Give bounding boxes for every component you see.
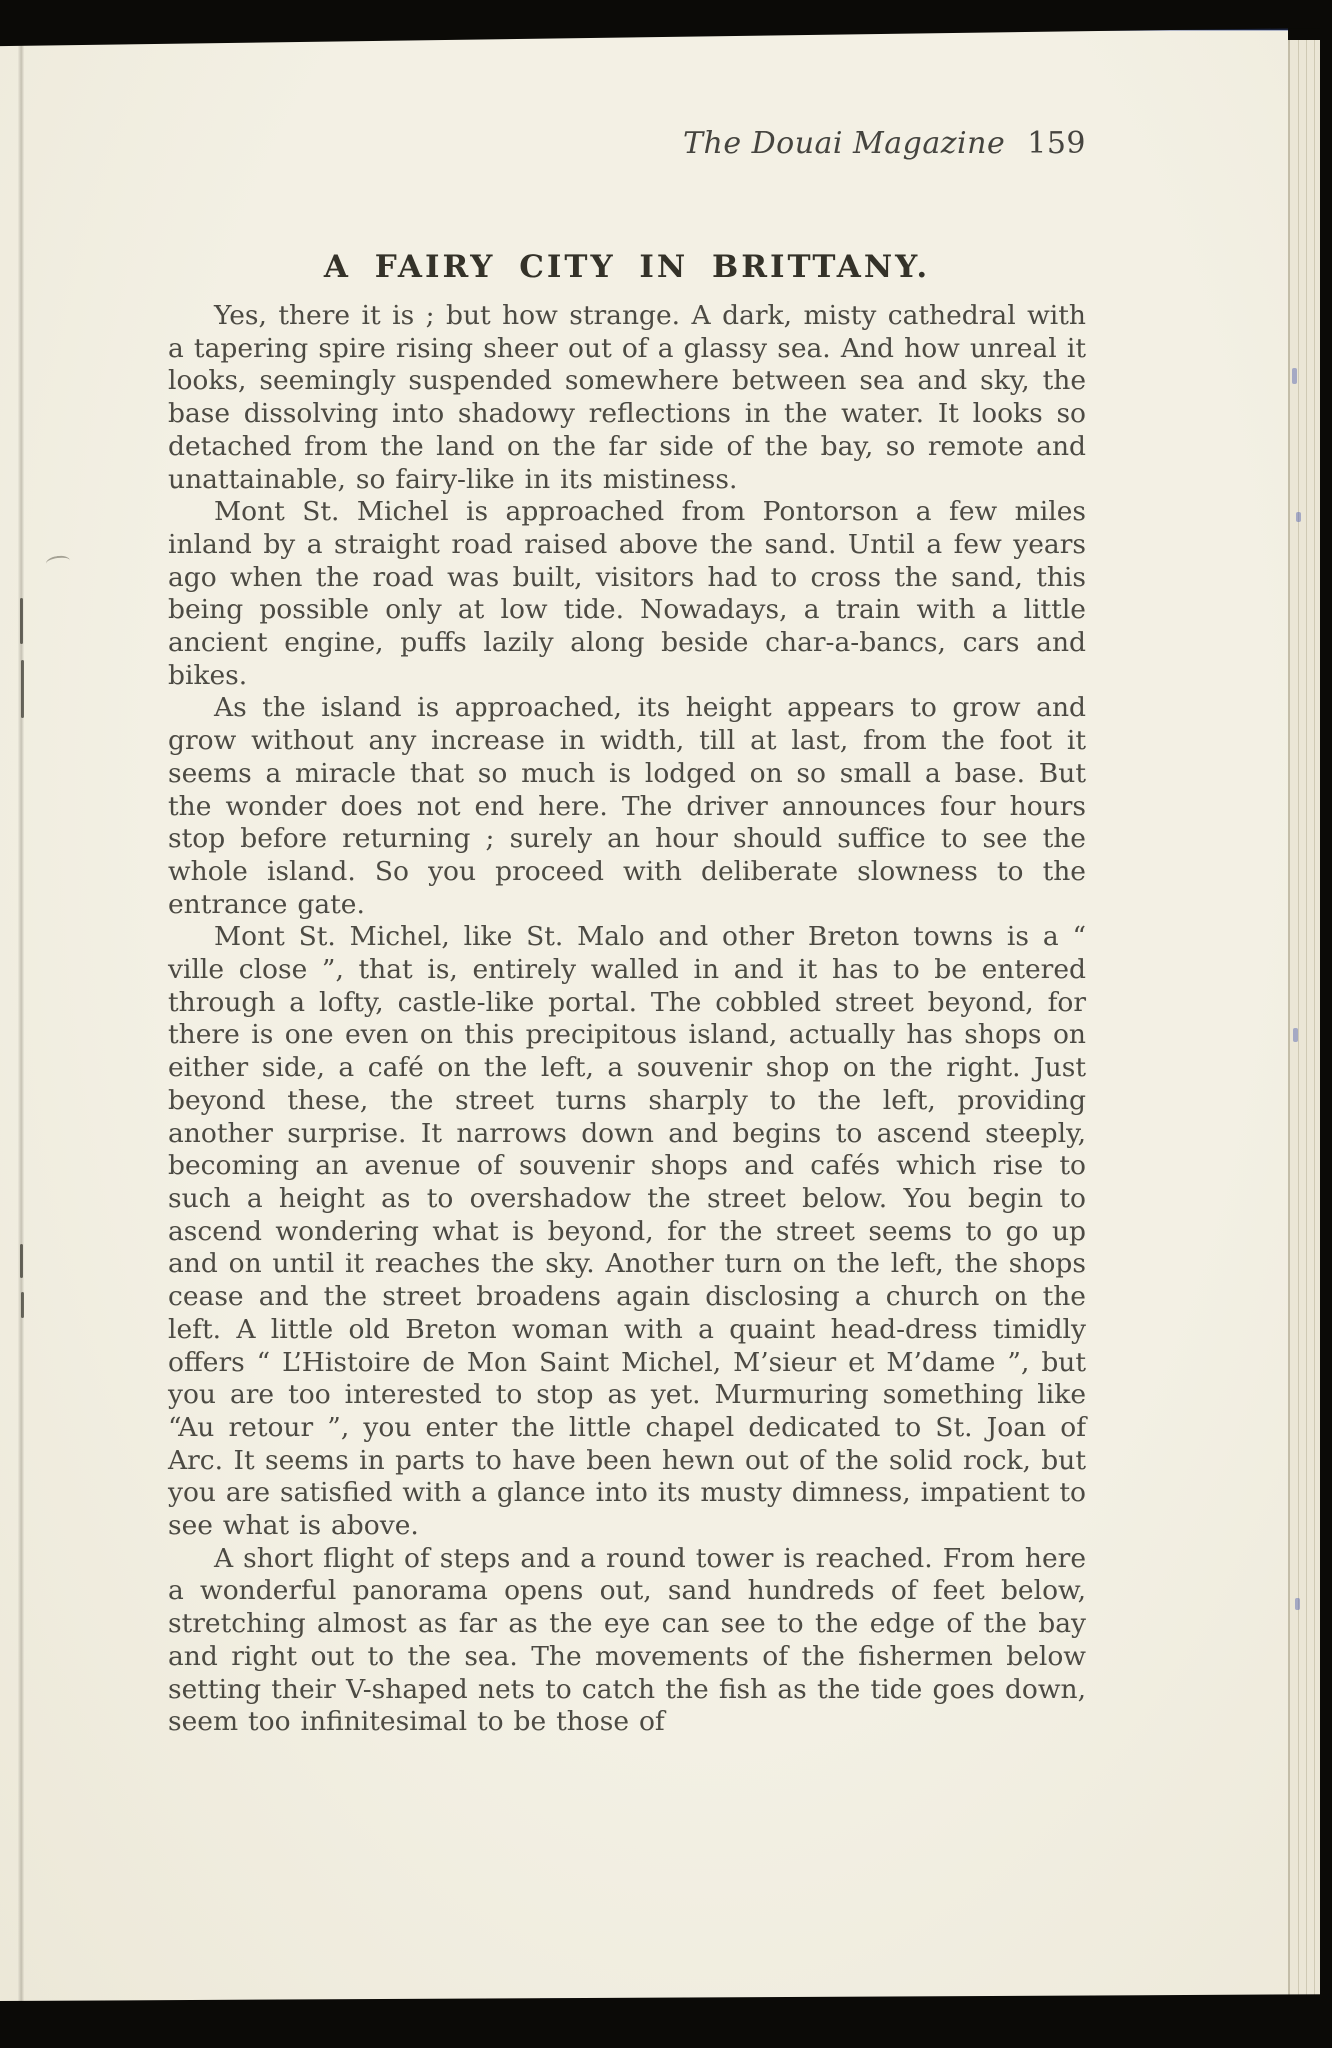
paragraph: Mont St. Michel, like St. Malo and other Breton towns is a “ ville close ”, that is, entirely walled in and it has to be entered through a lofty, castle-like portal. The cobbled street beyond, for there is one even on this precipitous island, actually has shops on either side, a café on the left, a souvenir shop on the right. Just beyond these, the street turns sharply to the left, providing another surprise. It narrows down and begins to ascend steeply, becoming an avenue of souvenir shops and cafés which rise to such a height as to overshadow the street below. You begin to ascend wondering what is beyond, for the street seems to go up and on until it reaches the sky. Another turn on the left, the shops cease and the street broadens again disclosing a church on the left. A little old Breton woman with a quaint head-dress timidly offers “ L’Histoire de Mon Saint Michel, M’sieur et M’dame ”, but you are too interested to stop as yet. Murmuring something like “Au retour ”, you enter the little chapel dedicated to St. Joan of Arc. It seems in parts to have been hewn out of the solid rock, but you are satisfied with a glance into its musty dimness, impatient to see what is above. bbox=[168, 921, 1086, 1542]
photo-border-right bbox=[1320, 0, 1332, 2048]
scan-artifact bbox=[20, 1244, 23, 1278]
scan-artifact bbox=[1292, 368, 1297, 384]
gutter-crease bbox=[18, 30, 24, 2002]
page-edge-line bbox=[1298, 40, 1299, 2002]
paragraph: A short flight of steps and a round tower is reached. From here a wonderful panorama opens out, sand hundreds of feet below, stretching almost as far as the eye can see to the edge of the bay and right out to the sea. The movements of the fishermen below setting their V-shaped nets to catch the fish as the tide goes down, seem too infinitesimal to be those of bbox=[168, 1542, 1086, 1738]
page-edge-line bbox=[1314, 40, 1315, 2002]
page-edge-line bbox=[1306, 40, 1307, 2002]
photo-border-bottom bbox=[0, 1992, 1332, 2048]
paragraph: As the island is approached, its height appears to grow and grow without any increase in width, till at last, from the foot it seems a miracle that so much is lodged on so small a base. But the wonder does not end here. The driver announces four hours stop before returning ; surely an hour should suffice to see the whole island. So you proceed with deliberate slowness to the entrance gate. bbox=[168, 692, 1086, 920]
article-body bbox=[168, 300, 1086, 1739]
scan-artifact bbox=[1293, 1028, 1298, 1042]
page-number: 159 bbox=[1027, 126, 1086, 161]
scan-artifact bbox=[1295, 1598, 1300, 1610]
journal-title: The Douai Magazine bbox=[682, 126, 1006, 161]
article-title: A FAIRY CITY IN BRITTANY. bbox=[323, 248, 931, 285]
scan-artifact bbox=[21, 1292, 24, 1318]
scan-artifact bbox=[21, 660, 24, 718]
paragraph: Mont St. Michel is approached from Pontorson a few miles inland by a straight road raised above the sand. Until a few years ago when the road was built, visitors had to cross the sand, this being possible only at low tide. Nowadays, a train with a little ancient engine, puffs lazily along beside char-a-bancs, cars and bikes. bbox=[168, 496, 1086, 691]
page-edge-stack bbox=[1288, 40, 1324, 2002]
scan-artifact bbox=[1296, 512, 1301, 522]
paragraph: Yes, there it is ; but how strange. A dark, misty cathedral with a tapering spire rising sheer out of a glassy sea. And how unreal it looks, seemingly suspended somewhere between sea and sky, the base dissolving into shadowy reflections in the water. It looks so detached from the land on the far side of the bay, so remote and unattainable, so fairy-like in its mistiness. bbox=[168, 300, 1086, 495]
scan-artifact bbox=[20, 598, 23, 644]
running-head bbox=[168, 126, 1086, 161]
